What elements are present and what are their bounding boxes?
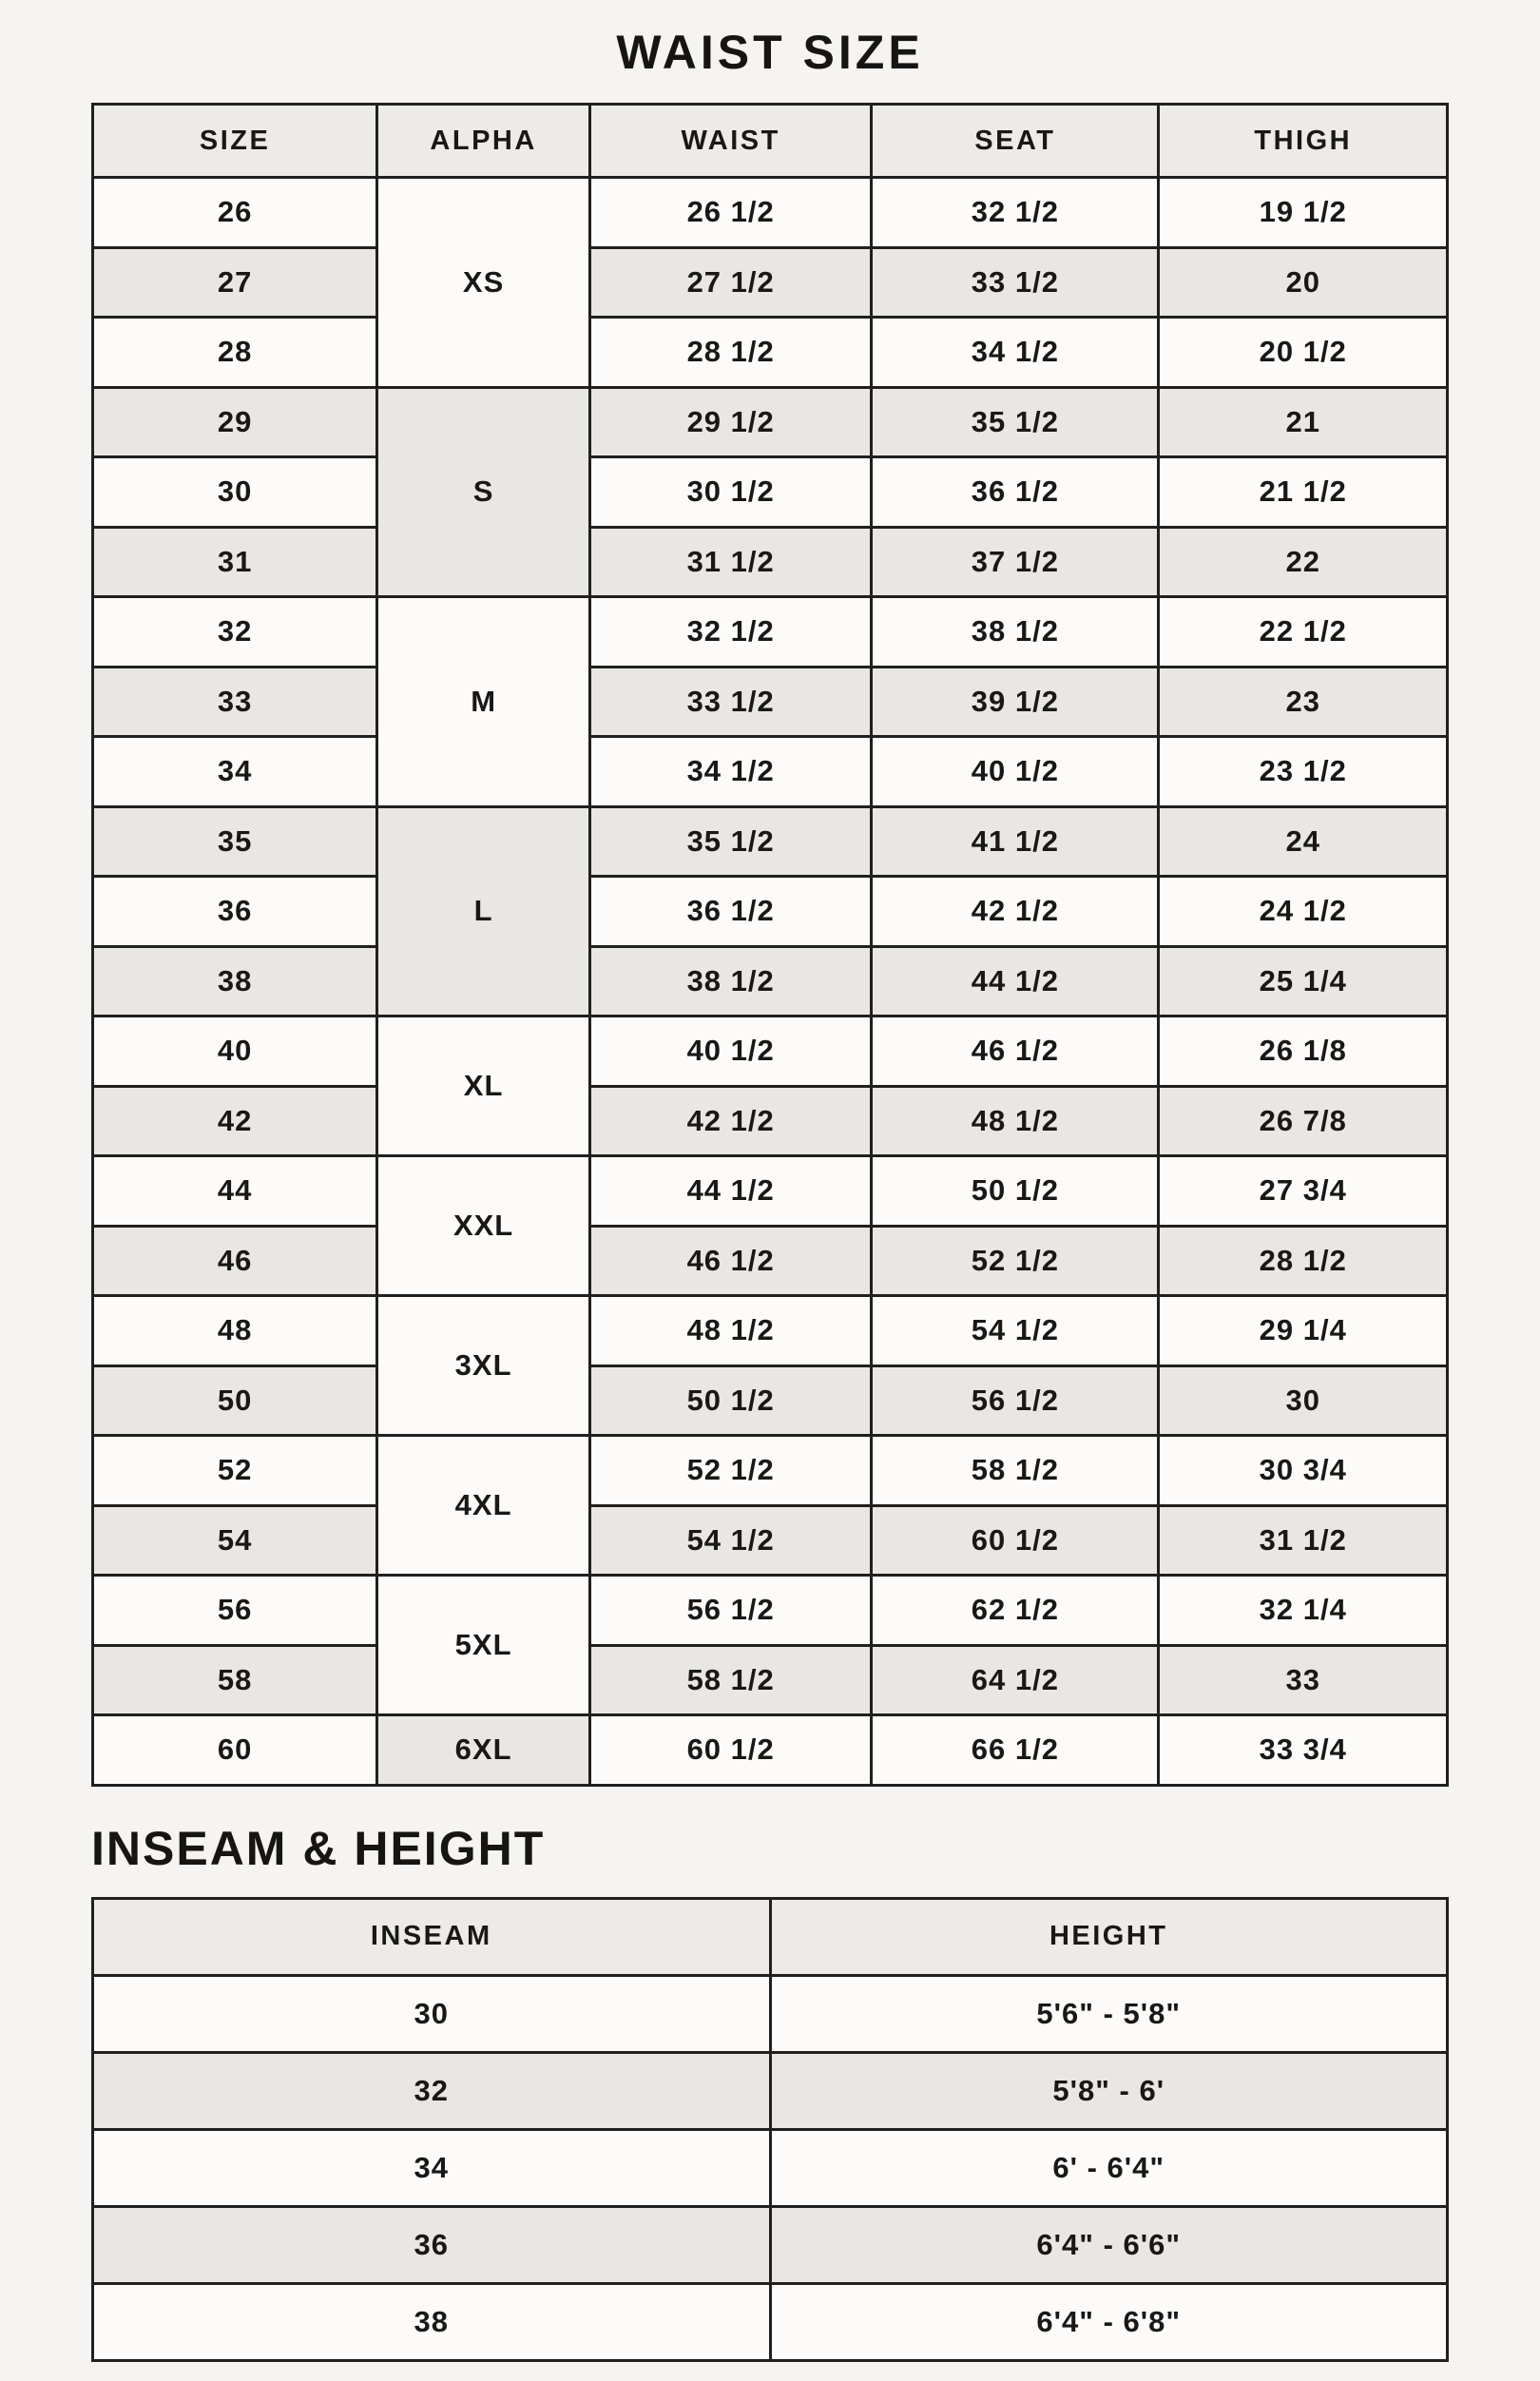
col-header-seat: SEAT — [872, 105, 1159, 178]
col-header-height: HEIGHT — [770, 1898, 1448, 1975]
seat-cell: 66 1/2 — [872, 1715, 1159, 1786]
waist-cell: 52 1/2 — [589, 1436, 871, 1506]
seat-cell: 50 1/2 — [872, 1156, 1159, 1227]
size-cell: 26 — [93, 178, 377, 248]
seat-cell: 48 1/2 — [872, 1086, 1159, 1156]
waist-cell: 48 1/2 — [589, 1296, 871, 1366]
alpha-cell: 3XL — [377, 1296, 590, 1436]
size-cell: 38 — [93, 946, 377, 1016]
seat-cell: 39 1/2 — [872, 667, 1159, 737]
waist-cell: 33 1/2 — [589, 667, 871, 737]
size-cell: 46 — [93, 1226, 377, 1296]
seat-cell: 62 1/2 — [872, 1576, 1159, 1646]
size-cell: 35 — [93, 806, 377, 877]
thigh-cell: 26 7/8 — [1159, 1086, 1448, 1156]
waist-cell: 30 1/2 — [589, 457, 871, 528]
table-row — [93, 1226, 1448, 1296]
col-header-size: SIZE — [93, 105, 377, 178]
waist-cell: 29 1/2 — [589, 387, 871, 457]
seat-cell: 44 1/2 — [872, 946, 1159, 1016]
size-cell: 31 — [93, 527, 377, 597]
thigh-cell: 22 — [1159, 527, 1448, 597]
waist-cell: 26 1/2 — [589, 178, 871, 248]
size-cell: 33 — [93, 667, 377, 737]
table-row — [93, 387, 1448, 457]
waist-size-table — [91, 103, 1449, 1787]
waist-cell: 40 1/2 — [589, 1016, 871, 1087]
table-row — [93, 1505, 1448, 1576]
waist-cell: 58 1/2 — [589, 1645, 871, 1715]
size-cell: 56 — [93, 1576, 377, 1646]
seat-cell: 46 1/2 — [872, 1016, 1159, 1087]
waist-cell: 44 1/2 — [589, 1156, 871, 1227]
inseam-cell: 30 — [93, 1975, 771, 2052]
thigh-cell: 24 — [1159, 806, 1448, 877]
inseam-header-row — [93, 1898, 1448, 1975]
thigh-cell: 30 — [1159, 1365, 1448, 1436]
height-cell: 6'4" - 6'8" — [770, 2283, 1448, 2360]
seat-cell: 34 1/2 — [872, 318, 1159, 388]
table-row — [93, 1576, 1448, 1646]
waist-cell: 50 1/2 — [589, 1365, 871, 1436]
table-row — [93, 2206, 1448, 2283]
thigh-cell: 32 1/4 — [1159, 1576, 1448, 1646]
thigh-cell: 33 3/4 — [1159, 1715, 1448, 1786]
alpha-cell: 4XL — [377, 1436, 590, 1576]
thigh-cell: 28 1/2 — [1159, 1226, 1448, 1296]
table-row — [93, 1156, 1448, 1227]
thigh-cell: 19 1/2 — [1159, 178, 1448, 248]
waist-size-title: WAIST SIZE — [616, 26, 924, 79]
thigh-cell: 27 3/4 — [1159, 1156, 1448, 1227]
alpha-cell: XS — [377, 178, 590, 388]
table-row — [93, 1086, 1448, 1156]
table-row — [93, 1975, 1448, 2052]
size-cell: 32 — [93, 597, 377, 668]
seat-cell: 56 1/2 — [872, 1365, 1159, 1436]
alpha-cell: 6XL — [377, 1715, 590, 1786]
table-row — [93, 1715, 1448, 1786]
size-cell: 36 — [93, 877, 377, 947]
table-row — [93, 946, 1448, 1016]
height-cell: 6'4" - 6'6" — [770, 2206, 1448, 2283]
waist-cell: 46 1/2 — [589, 1226, 871, 1296]
thigh-cell: 33 — [1159, 1645, 1448, 1715]
seat-cell: 41 1/2 — [872, 806, 1159, 877]
size-cell: 34 — [93, 737, 377, 807]
table-row — [93, 667, 1448, 737]
table-row — [93, 1296, 1448, 1366]
table-row — [93, 2052, 1448, 2129]
seat-cell: 36 1/2 — [872, 457, 1159, 528]
size-cell: 27 — [93, 247, 377, 318]
waist-cell: 35 1/2 — [589, 806, 871, 877]
table-row — [93, 877, 1448, 947]
seat-cell: 52 1/2 — [872, 1226, 1159, 1296]
height-cell: 5'6" - 5'8" — [770, 1975, 1448, 2052]
seat-cell: 42 1/2 — [872, 877, 1159, 947]
table-row — [93, 1645, 1448, 1715]
thigh-cell: 20 1/2 — [1159, 318, 1448, 388]
seat-cell: 64 1/2 — [872, 1645, 1159, 1715]
table-row — [93, 527, 1448, 597]
table-row — [93, 806, 1448, 877]
seat-cell: 60 1/2 — [872, 1505, 1159, 1576]
size-cell: 54 — [93, 1505, 377, 1576]
thigh-cell: 23 — [1159, 667, 1448, 737]
table-row — [93, 318, 1448, 388]
col-header-alpha: ALPHA — [377, 105, 590, 178]
size-cell: 52 — [93, 1436, 377, 1506]
alpha-cell: XL — [377, 1016, 590, 1156]
waist-cell: 32 1/2 — [589, 597, 871, 668]
table-row — [93, 178, 1448, 248]
inseam-cell: 32 — [93, 2052, 771, 2129]
alpha-cell: L — [377, 806, 590, 1016]
col-header-inseam: INSEAM — [93, 1898, 771, 1975]
seat-cell: 33 1/2 — [872, 247, 1159, 318]
table-row — [93, 1436, 1448, 1506]
size-cell: 60 — [93, 1715, 377, 1786]
height-cell: 6' - 6'4" — [770, 2129, 1448, 2206]
alpha-cell: M — [377, 597, 590, 807]
size-cell: 44 — [93, 1156, 377, 1227]
thigh-cell: 23 1/2 — [1159, 737, 1448, 807]
thigh-cell: 24 1/2 — [1159, 877, 1448, 947]
waist-cell: 54 1/2 — [589, 1505, 871, 1576]
waist-cell: 27 1/2 — [589, 247, 871, 318]
thigh-cell: 21 1/2 — [1159, 457, 1448, 528]
waist-cell: 38 1/2 — [589, 946, 871, 1016]
thigh-cell: 25 1/4 — [1159, 946, 1448, 1016]
thigh-cell: 21 — [1159, 387, 1448, 457]
size-cell: 29 — [93, 387, 377, 457]
waist-cell: 60 1/2 — [589, 1715, 871, 1786]
table-row — [93, 247, 1448, 318]
size-cell: 50 — [93, 1365, 377, 1436]
seat-cell: 58 1/2 — [872, 1436, 1159, 1506]
alpha-cell: 5XL — [377, 1576, 590, 1715]
seat-cell: 32 1/2 — [872, 178, 1159, 248]
alpha-cell: XXL — [377, 1156, 590, 1296]
inseam-cell: 38 — [93, 2283, 771, 2360]
seat-cell: 35 1/2 — [872, 387, 1159, 457]
size-cell: 48 — [93, 1296, 377, 1366]
waist-cell: 36 1/2 — [589, 877, 871, 947]
size-cell: 42 — [93, 1086, 377, 1156]
col-header-waist: WAIST — [589, 105, 871, 178]
size-cell: 58 — [93, 1645, 377, 1715]
table-row — [93, 737, 1448, 807]
waist-cell: 28 1/2 — [589, 318, 871, 388]
table-row — [93, 2283, 1448, 2360]
thigh-cell: 30 3/4 — [1159, 1436, 1448, 1506]
table-row — [93, 1365, 1448, 1436]
thigh-cell: 26 1/8 — [1159, 1016, 1448, 1087]
table-row — [93, 457, 1448, 528]
seat-cell: 54 1/2 — [872, 1296, 1159, 1366]
waist-cell: 34 1/2 — [589, 737, 871, 807]
thigh-cell: 31 1/2 — [1159, 1505, 1448, 1576]
inseam-cell: 34 — [93, 2129, 771, 2206]
waist-cell: 31 1/2 — [589, 527, 871, 597]
size-cell: 28 — [93, 318, 377, 388]
thigh-cell: 29 1/4 — [1159, 1296, 1448, 1366]
table-row — [93, 597, 1448, 668]
seat-cell: 40 1/2 — [872, 737, 1159, 807]
waist-cell: 42 1/2 — [589, 1086, 871, 1156]
table-row — [93, 1016, 1448, 1087]
thigh-cell: 20 — [1159, 247, 1448, 318]
seat-cell: 38 1/2 — [872, 597, 1159, 668]
col-header-thigh: THIGH — [1159, 105, 1448, 178]
inseam-height-table — [91, 1897, 1449, 2362]
table-row — [93, 2129, 1448, 2206]
thigh-cell: 22 1/2 — [1159, 597, 1448, 668]
inseam-cell: 36 — [93, 2206, 771, 2283]
size-cell: 40 — [93, 1016, 377, 1087]
seat-cell: 37 1/2 — [872, 527, 1159, 597]
alpha-cell: S — [377, 387, 590, 597]
height-cell: 5'8" - 6' — [770, 2052, 1448, 2129]
waist-header-row — [93, 105, 1448, 178]
inseam-height-title: INSEAM & HEIGHT — [91, 1821, 546, 1875]
waist-cell: 56 1/2 — [589, 1576, 871, 1646]
size-cell: 30 — [93, 457, 377, 528]
